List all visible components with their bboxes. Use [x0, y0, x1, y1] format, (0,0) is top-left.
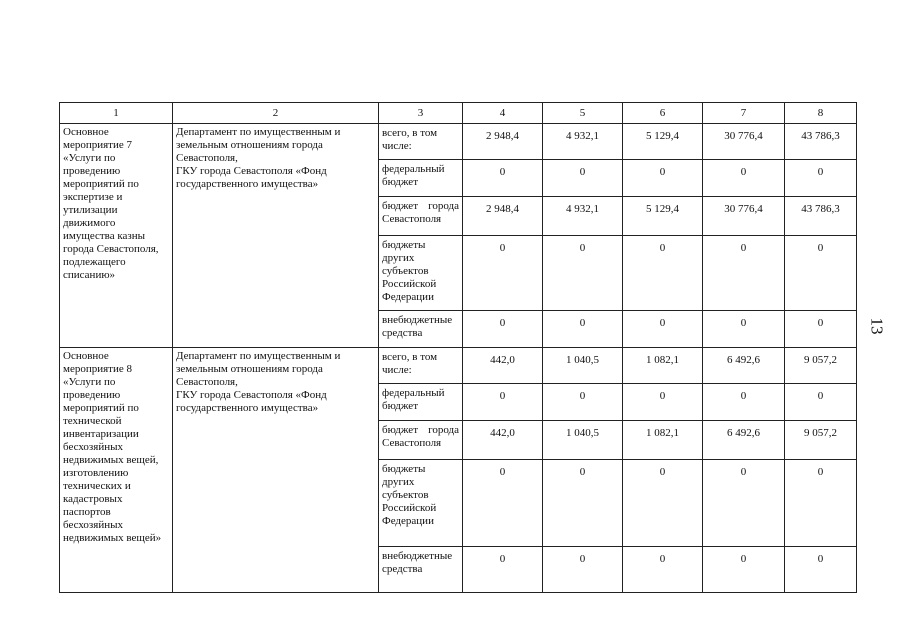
- value-cell: 0: [703, 460, 785, 547]
- measure-title: Основное мероприятие 7 «Услуги по проведению мероприятий по экспертизе и утилизации движимого имущества казны города Севастополя, подлежащего списанию»: [60, 124, 173, 348]
- header-cell: 4: [463, 103, 543, 124]
- value-cell: 1 082,1: [623, 421, 703, 460]
- funding-source: всего, в том числе:: [379, 124, 463, 160]
- funding-source-word: Севастополя: [382, 437, 442, 449]
- value-cell: 0: [463, 311, 543, 348]
- value-cell: 0: [463, 384, 543, 421]
- header-row: [60, 103, 857, 124]
- value-cell: 6 492,6: [703, 421, 785, 460]
- value-cell: 442,0: [463, 348, 543, 384]
- value-cell: 30 776,4: [703, 124, 785, 160]
- measure-title: Основное мероприятие 8 «Услуги по проведению мероприятий по технической инвентаризации бесхозяйных недвижимых вещей, изготовлению технических и кадастровых паспортов бесхозяйных недвижимых вещей»: [60, 348, 173, 593]
- funding-source-word: бюджет: [382, 200, 418, 212]
- funding-source: внебюджетные средства: [379, 547, 463, 593]
- budget-table: [59, 102, 857, 593]
- value-cell: 0: [543, 547, 623, 593]
- value-cell: 30 776,4: [703, 197, 785, 236]
- value-cell: 0: [785, 384, 857, 421]
- value-cell: 0: [785, 160, 857, 197]
- value-cell: 2 948,4: [463, 124, 543, 160]
- funding-source: [379, 421, 463, 460]
- value-cell: 6 492,6: [703, 348, 785, 384]
- funding-source: [379, 197, 463, 236]
- value-cell: 0: [703, 236, 785, 311]
- value-cell: 0: [703, 311, 785, 348]
- table-row: [60, 124, 857, 160]
- value-cell: 0: [785, 460, 857, 547]
- value-cell: 0: [543, 236, 623, 311]
- value-cell: 9 057,2: [785, 348, 857, 384]
- value-cell: 0: [623, 311, 703, 348]
- page-number: 13: [867, 317, 887, 335]
- value-cell: 0: [785, 236, 857, 311]
- value-cell: 43 786,3: [785, 124, 857, 160]
- measure-executor: Департамент по имущественным и земельным отношениям города Севастополя, ГКУ города Севастополя «Фонд государственного имущества»: [173, 124, 379, 348]
- value-cell: 0: [623, 547, 703, 593]
- header-cell: 6: [623, 103, 703, 124]
- value-cell: 0: [785, 547, 857, 593]
- value-cell: 0: [463, 160, 543, 197]
- value-cell: 43 786,3: [785, 197, 857, 236]
- value-cell: 1 082,1: [623, 348, 703, 384]
- funding-source: бюджеты других субъектов Российской Федерации: [379, 236, 463, 311]
- value-cell: 0: [543, 384, 623, 421]
- funding-source: всего, в том числе:: [379, 348, 463, 384]
- funding-source: федеральный бюджет: [379, 160, 463, 197]
- header-cell: 1: [60, 103, 173, 124]
- funding-source: федеральный бюджет: [379, 384, 463, 421]
- value-cell: 9 057,2: [785, 421, 857, 460]
- header-cell: 2: [173, 103, 379, 124]
- value-cell: 4 932,1: [543, 197, 623, 236]
- funding-source-word: города: [428, 424, 459, 436]
- header-cell: 8: [785, 103, 857, 124]
- value-cell: 442,0: [463, 421, 543, 460]
- funding-source: внебюджетные средства: [379, 311, 463, 348]
- value-cell: 1 040,5: [543, 421, 623, 460]
- value-cell: 0: [703, 160, 785, 197]
- funding-source-word: Севастополя: [382, 213, 442, 225]
- value-cell: 0: [463, 460, 543, 547]
- value-cell: 5 129,4: [623, 124, 703, 160]
- measure-executor: Департамент по имущественным и земельным отношениям города Севастополя, ГКУ города Севастополя «Фонд государственного имущества»: [173, 348, 379, 593]
- funding-source-word: бюджет: [382, 424, 418, 436]
- value-cell: 0: [543, 160, 623, 197]
- value-cell: 0: [703, 547, 785, 593]
- value-cell: 2 948,4: [463, 197, 543, 236]
- value-cell: 0: [623, 160, 703, 197]
- value-cell: 0: [543, 460, 623, 547]
- header-cell: 3: [379, 103, 463, 124]
- value-cell: 4 932,1: [543, 124, 623, 160]
- value-cell: 5 129,4: [623, 197, 703, 236]
- value-cell: 1 040,5: [543, 348, 623, 384]
- value-cell: 0: [785, 311, 857, 348]
- header-cell: 7: [703, 103, 785, 124]
- value-cell: 0: [703, 384, 785, 421]
- table-row: [60, 348, 857, 384]
- funding-source: бюджеты других субъектов Российской Федерации: [379, 460, 463, 547]
- value-cell: 0: [463, 236, 543, 311]
- value-cell: 0: [623, 384, 703, 421]
- value-cell: 0: [463, 547, 543, 593]
- header-cell: 5: [543, 103, 623, 124]
- value-cell: 0: [543, 311, 623, 348]
- funding-source-word: города: [428, 200, 459, 212]
- value-cell: 0: [623, 460, 703, 547]
- value-cell: 0: [623, 236, 703, 311]
